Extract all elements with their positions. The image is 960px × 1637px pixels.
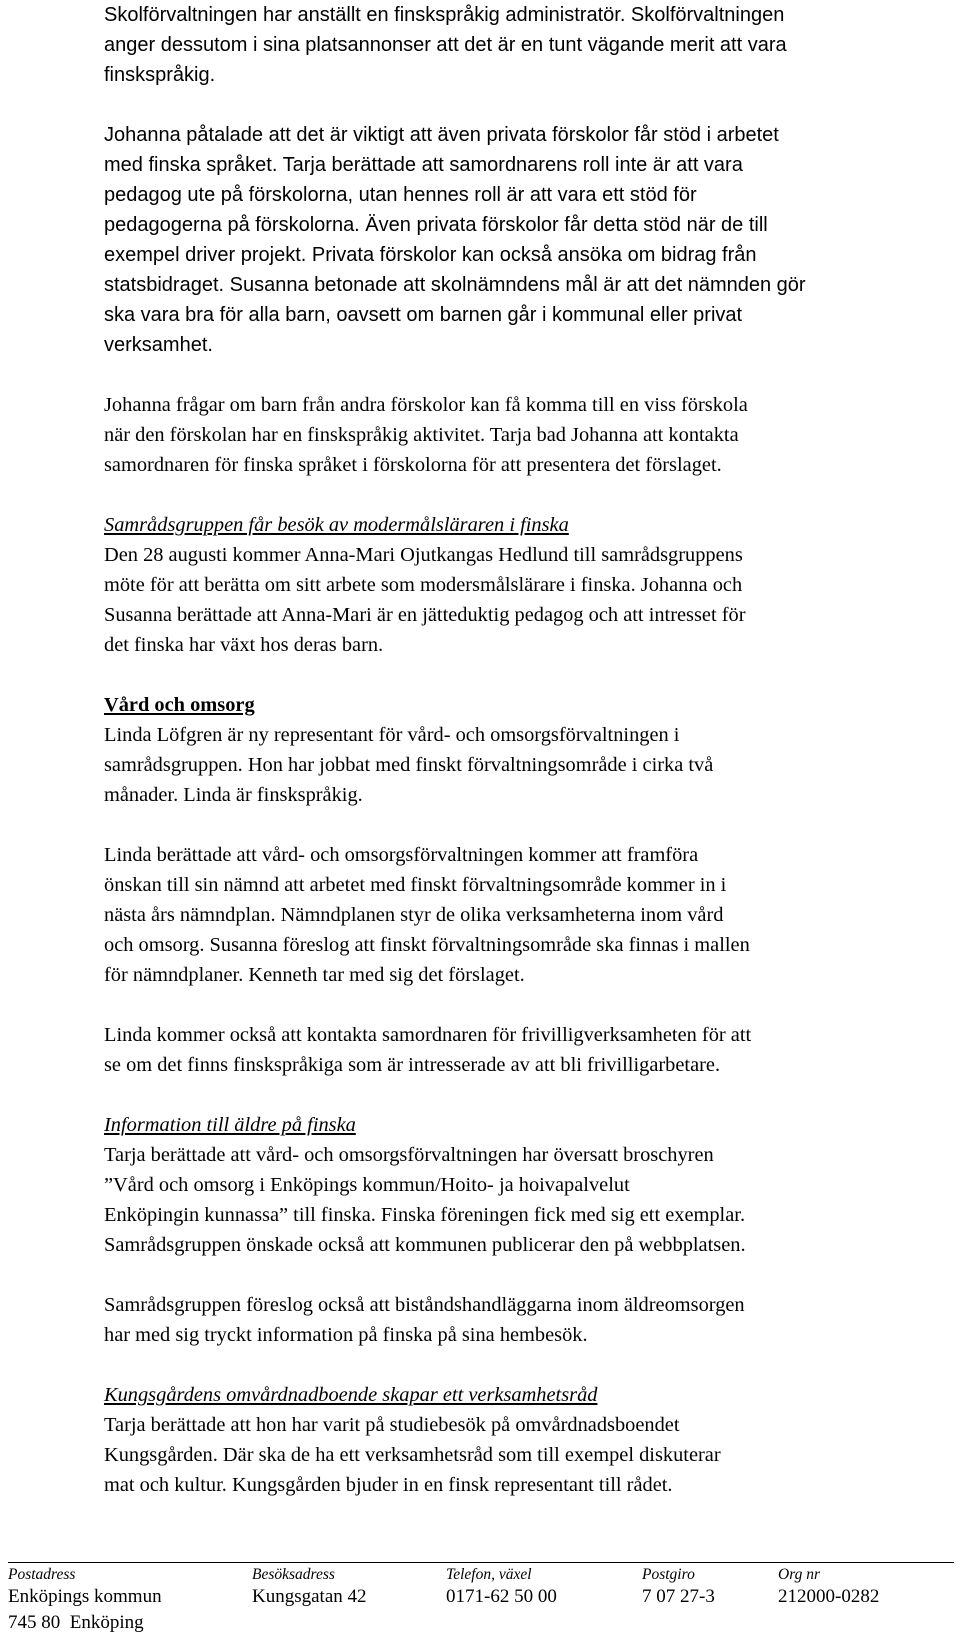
paragraph-skolforvaltning: [104, 0, 960, 90]
text-line: Johanna påtalade att det är viktigt att även privata förskolor får stöd i arbetet: [104, 124, 779, 146]
section-heading-vard-och-omsorg: Vård och omsorg: [104, 694, 255, 716]
text-line: Kungsgården. Där ska de ha ett verksamhetsråd som till exempel diskuterar: [104, 1444, 721, 1466]
text-line: när den förskolan har en finskspråkig aktivitet. Tarja bad Johanna att kontakta: [104, 424, 739, 446]
footer-value-postadress-line2: 745 80 Enköping: [8, 1612, 144, 1633]
text-line: Susanna berättade att Anna-Mari är en jätteduktig pedagog och att intresset för: [104, 604, 746, 626]
text-line: Samrådsgruppen föreslog också att biståndshandläggarna inom äldreomsorgen: [104, 1294, 745, 1316]
document-body: [104, 0, 960, 1500]
paragraph-linda-lofgren: [104, 720, 960, 810]
text-line: Tarja berättade att hon har varit på studiebesök på omvårdnadsboendet: [104, 1414, 680, 1436]
footer-label-postadress: Postadress: [8, 1566, 76, 1583]
text-line: anger dessutom i sina platsannonser att det är en tunt vägande merit att vara: [104, 34, 787, 56]
text-line: önskan till sin nämnd att arbetet med finskt förvaltningsområde kommer in i: [104, 874, 727, 896]
text-line: se om det finns finskspråkiga som är intresserade av att bli frivilligarbetare.: [104, 1054, 721, 1076]
paragraph-broschyr: [104, 1140, 960, 1260]
text-line: Linda kommer också att kontakta samordnaren för frivilligverksamheten för att: [104, 1024, 752, 1046]
text-line: Tarja berättade att vård- och omsorgsförvaltningen har översatt broschyren: [104, 1144, 714, 1166]
text-line: Johanna frågar om barn från andra förskolor kan få komma till en viss förskola: [104, 394, 748, 416]
paragraph-anna-mari: [104, 540, 960, 660]
text-line: samordnaren för finska språket i förskolorna för att presentera det förslaget.: [104, 454, 722, 476]
text-line: nästa års nämndplan. Nämndplanen styr de olika verksamheterna inom vård: [104, 904, 724, 926]
text-line: verksamhet.: [104, 334, 213, 356]
section-heading-modersmalslarare: Samrådsgruppen får besök av modermålsläraren i finska: [104, 514, 569, 536]
text-line: Skolförvaltningen har anställt en finskspråkig administratör. Skolförvaltningen: [104, 4, 785, 26]
footer-value-telefon: 0171-62 50 00: [446, 1586, 557, 1607]
text-line: statsbidraget. Susanna betonade att skolnämndens mål är att det nämnden gör: [104, 274, 806, 296]
text-line: med finska språket. Tarja berättade att samordnarens roll inte är att vara: [104, 154, 743, 176]
text-line: månader. Linda är finskspråkig.: [104, 784, 363, 806]
page-footer: [8, 1562, 954, 1637]
text-line: för nämndplaner. Kenneth tar med sig det förslaget.: [104, 964, 525, 986]
text-line: Linda Löfgren är ny representant för vård- och omsorgsförvaltningen i: [104, 724, 680, 746]
text-line: Samrådsgruppen önskade också att kommunen publicerar den på webbplatsen.: [104, 1234, 746, 1256]
text-line: samrådsgruppen. Hon har jobbat med finskt förvaltningsområde i cirka två: [104, 754, 714, 776]
footer-label-telefon: Telefon, växel: [446, 1566, 532, 1583]
footer-value-postadress: Enköpings kommun: [8, 1586, 162, 1607]
text-line: mat och kultur. Kungsgården bjuder in en finsk representant till rådet.: [104, 1474, 673, 1496]
section-heading-kungsgarden: Kungsgårdens omvårdnadboende skapar ett verksamhetsråd: [104, 1384, 598, 1406]
text-line: ”Vård och omsorg i Enköpings kommun/Hoito- ja hoivapalvelut: [104, 1174, 630, 1196]
text-line: finskspråkig.: [104, 64, 216, 86]
footer-value-postgiro: 7 07 27-3: [642, 1586, 715, 1607]
text-line: har med sig tryckt information på finska på sina hembesök.: [104, 1324, 588, 1346]
paragraph-frivilligverksamhet: [104, 1020, 960, 1080]
text-line: ska vara bra för alla barn, oavsett om barnen går i kommunal eller privat: [104, 304, 743, 326]
text-line: och omsorg. Susanna föreslog att finskt förvaltningsområde ska finnas i mallen: [104, 934, 750, 956]
paragraph-barn-andra-forskolor: [104, 390, 960, 480]
footer-label-besoksadress: Besöksadress: [252, 1566, 335, 1583]
text-line: det finska har växt hos deras barn.: [104, 634, 384, 656]
text-line: pedagogerna på förskolorna. Även privata förskolor får detta stöd när de till: [104, 214, 768, 236]
paragraph-namndplan: [104, 840, 960, 990]
paragraph-bistandshandlaggare: [104, 1290, 960, 1350]
paragraph-privata-forskolor: [104, 120, 960, 360]
section-heading-information-aldre: Information till äldre på finska: [104, 1114, 356, 1136]
paragraph-verksamhetsrad: [104, 1410, 960, 1500]
text-line: pedagog ute på förskolorna, utan hennes roll är att vara ett stöd för: [104, 184, 697, 206]
text-line: Linda berättade att vård- och omsorgsförvaltningen kommer att framföra: [104, 844, 699, 866]
footer-label-postgiro: Postgiro: [642, 1566, 695, 1583]
footer-value-orgnr: 212000-0282: [778, 1586, 880, 1607]
footer-value-besoksadress: Kungsgatan 42: [252, 1586, 367, 1607]
footer-labels-row: [8, 1563, 954, 1585]
footer-label-orgnr: Org nr: [778, 1566, 821, 1583]
text-line: Enköpingin kunnassa” till finska. Finska föreningen fick med sig ett exemplar.: [104, 1204, 746, 1226]
text-line: möte för att berätta om sitt arbete som modersmålslärare i finska. Johanna och: [104, 574, 743, 596]
text-line: Den 28 augusti kommer Anna-Mari Ojutkangas Hedlund till samrådsgruppens: [104, 544, 743, 566]
footer-values-row: [8, 1585, 954, 1611]
text-line: exempel driver projekt. Privata förskolor kan också ansöka om bidrag från: [104, 244, 757, 266]
footer-postadress-line2-row: [8, 1611, 954, 1637]
